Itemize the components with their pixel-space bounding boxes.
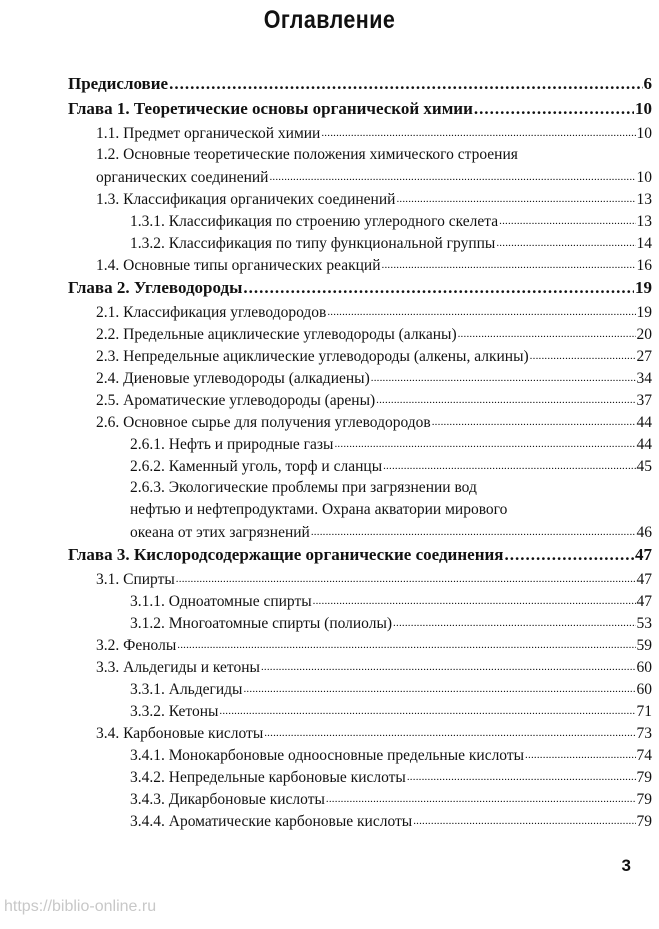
toc-entry-text: 1.3. Классификация органичеких соединений — [96, 190, 396, 208]
toc-entry-text: 3.4. Карбоновые кислоты — [96, 724, 264, 742]
dot-leader — [177, 634, 635, 650]
dot-leader — [313, 590, 636, 606]
toc-entry-text: 2.6.2. Каменный уголь, торф и сланцы — [130, 457, 383, 475]
toc-page-number: 46 — [636, 523, 652, 541]
toc-page-number: 10 — [636, 124, 652, 142]
toc-entry-text: 2.3. Непредельные ациклические углеводороды (алкены, алкины) — [96, 347, 529, 365]
toc-subsection — [130, 766, 652, 789]
toc-section — [96, 345, 652, 368]
toc-entry-text: 1.3.1. Классификация по строению углеродного скелета — [130, 212, 499, 230]
toc-subsection — [130, 210, 652, 233]
toc-page-number: 73 — [636, 724, 652, 742]
toc-entry-text: органических соединений — [96, 168, 269, 186]
toc-section — [96, 411, 652, 434]
toc-section — [96, 301, 652, 324]
toc-section — [96, 568, 652, 591]
toc-page-number: 60 — [636, 680, 652, 698]
toc-subsection — [130, 612, 652, 635]
toc-page-number: 27 — [636, 347, 652, 365]
dot-leader — [376, 389, 635, 405]
toc-subsection — [130, 590, 652, 613]
toc-entry-text: Глава 2. Углеводороды — [68, 278, 243, 297]
dot-leader — [371, 367, 636, 383]
toc-entry-text: 2.2. Предельные ациклические углеводороды (алканы) — [96, 325, 457, 343]
toc-section — [96, 323, 652, 346]
toc-page-number: 20 — [636, 325, 652, 343]
dot-leader — [432, 411, 636, 427]
toc-entry-text: 3.4.1. Монокарбоновые одноосновные предельные кислоты — [130, 746, 525, 764]
dot-leader — [393, 612, 635, 628]
toc-page-number: 37 — [636, 391, 652, 409]
toc-entry-text: 3.3.2. Кетоны — [130, 702, 219, 720]
toc-entry-text: 2.6.3. Экологические проблемы при загрязнении вод — [130, 479, 477, 496]
page-title: Оглавление — [263, 6, 396, 34]
toc-page-number: 34 — [636, 369, 652, 387]
dot-leader — [321, 122, 635, 138]
toc-page-number: 59 — [636, 636, 652, 654]
dot-leader — [499, 210, 635, 226]
toc-section — [96, 122, 652, 145]
toc-page-number: 13 — [636, 190, 652, 208]
toc-entry-text: 2.6.1. Нефть и природные газы — [130, 435, 334, 453]
toc-entry-text: 3.2. Фенолы — [96, 636, 177, 654]
toc-page-number: 16 — [636, 256, 652, 274]
toc-subsection — [130, 477, 652, 544]
toc-subsection — [130, 678, 652, 701]
dot-leader — [525, 744, 635, 760]
toc-subsection — [130, 232, 652, 255]
toc-section — [96, 188, 652, 211]
toc-page-number: 19 — [636, 303, 652, 321]
toc-section — [96, 634, 652, 657]
toc-subsection — [130, 744, 652, 767]
toc-section — [96, 254, 652, 277]
dot-leader — [243, 678, 635, 694]
toc-entry-text: Глава 1. Теоретические основы органической химии — [68, 99, 473, 118]
toc-entry-text: 2.4. Диеновые углеводороды (алкадиены) — [96, 369, 370, 387]
toc-page-number: 13 — [636, 212, 652, 230]
toc-page-number: 47 — [636, 570, 652, 588]
toc-page-number: 79 — [636, 812, 652, 830]
dot-leader — [530, 345, 636, 361]
dot-leader — [496, 232, 635, 248]
dot-leader — [311, 521, 636, 537]
toc-page-number: 44 — [636, 435, 652, 453]
toc-page-number: 71 — [636, 702, 652, 720]
toc-page-number: 79 — [636, 768, 652, 786]
toc-entry-text: 3.3.1. Альдегиды — [130, 680, 243, 698]
toc-subsection — [130, 455, 652, 478]
toc-entry-text: Предисловие — [68, 74, 169, 93]
toc-page-number: 79 — [636, 790, 652, 808]
toc-entry-text: 1.2. Основные теоретические положения химического строения — [96, 146, 518, 163]
toc-entry-text: 2.1. Классификация углеводородов — [96, 303, 327, 321]
toc-chapter — [68, 276, 652, 299]
toc-entry-text: 2.5. Ароматические углеводороды (арены) — [96, 391, 376, 409]
toc-entry-text: 3.3. Альдегиды и кетоны — [96, 658, 260, 676]
dot-leader — [474, 97, 634, 114]
toc-chapter — [68, 72, 652, 95]
dot-leader — [413, 810, 635, 826]
toc-page-number: 60 — [636, 658, 652, 676]
toc-page-number: 45 — [636, 457, 652, 475]
toc-entry-text: 3.4.3. Дикарбоновые кислоты — [130, 790, 325, 808]
toc-page-number: 74 — [636, 746, 652, 764]
toc-entry-text: 3.1. Спирты — [96, 570, 175, 588]
dot-leader — [169, 72, 642, 89]
toc-page-number: 47 — [636, 592, 652, 610]
dot-leader — [327, 301, 635, 317]
dot-leader — [382, 254, 636, 270]
toc-entry-text: 1.4. Основные типы органических реакций — [96, 256, 381, 274]
toc-entry-text: 3.4.4. Ароматические карбоновые кислоты — [130, 812, 413, 830]
toc-page-number: 44 — [636, 413, 652, 431]
dot-leader — [407, 766, 636, 782]
watermark: https://biblio-online.ru — [4, 898, 157, 915]
toc-page-number: 47 — [635, 545, 652, 564]
dot-leader — [219, 700, 635, 716]
dot-leader — [176, 568, 636, 584]
dot-leader — [261, 656, 636, 672]
toc-subsection — [130, 433, 652, 456]
dot-leader — [504, 543, 634, 560]
toc-entry-text: 1.1. Предмет органической химии — [96, 124, 321, 142]
toc-entry-text: океана от этих загрязнений — [130, 523, 310, 541]
toc-section — [96, 389, 652, 412]
toc-section — [96, 656, 652, 679]
toc-subsection — [130, 788, 652, 811]
toc-page-number: 53 — [636, 614, 652, 632]
toc-section — [96, 367, 652, 390]
dot-leader — [269, 166, 635, 182]
toc-chapter — [68, 97, 652, 120]
dot-leader — [458, 323, 636, 339]
dot-leader — [396, 188, 635, 204]
toc-page-number: 10 — [636, 168, 652, 186]
page-number: 3 — [621, 856, 631, 875]
toc-entry-text: нефтью и нефтепродуктами. Охрана акватории мирового — [130, 501, 508, 518]
toc-entry-text: 2.6. Основное сырье для получения углеводородов — [96, 413, 431, 431]
toc-page-number: 6 — [643, 74, 652, 93]
toc-subsection — [130, 700, 652, 723]
dot-leader — [264, 722, 635, 738]
toc-page-number: 19 — [635, 278, 652, 297]
dot-leader — [326, 788, 636, 804]
toc-section — [96, 144, 652, 189]
dot-leader — [383, 455, 635, 471]
toc-page-number: 10 — [635, 99, 652, 118]
dot-leader — [243, 276, 634, 293]
toc-section — [96, 722, 652, 745]
toc-entry-text: 3.1.2. Многоатомные спирты (полиолы) — [130, 614, 393, 632]
toc-subsection — [130, 810, 652, 833]
dot-leader — [334, 433, 635, 449]
toc-entry-text: 1.3.2. Классификация по типу функциональной группы — [130, 234, 496, 252]
toc-entry-text: 3.1.1. Одноатомные спирты — [130, 592, 312, 610]
toc-entry-text: 3.4.2. Непредельные карбоновые кислоты — [130, 768, 406, 786]
toc-entry-text: Глава 3. Кислородсодержащие органические соединения — [68, 545, 504, 564]
toc-page-number: 14 — [636, 234, 652, 252]
toc-chapter — [68, 543, 652, 566]
